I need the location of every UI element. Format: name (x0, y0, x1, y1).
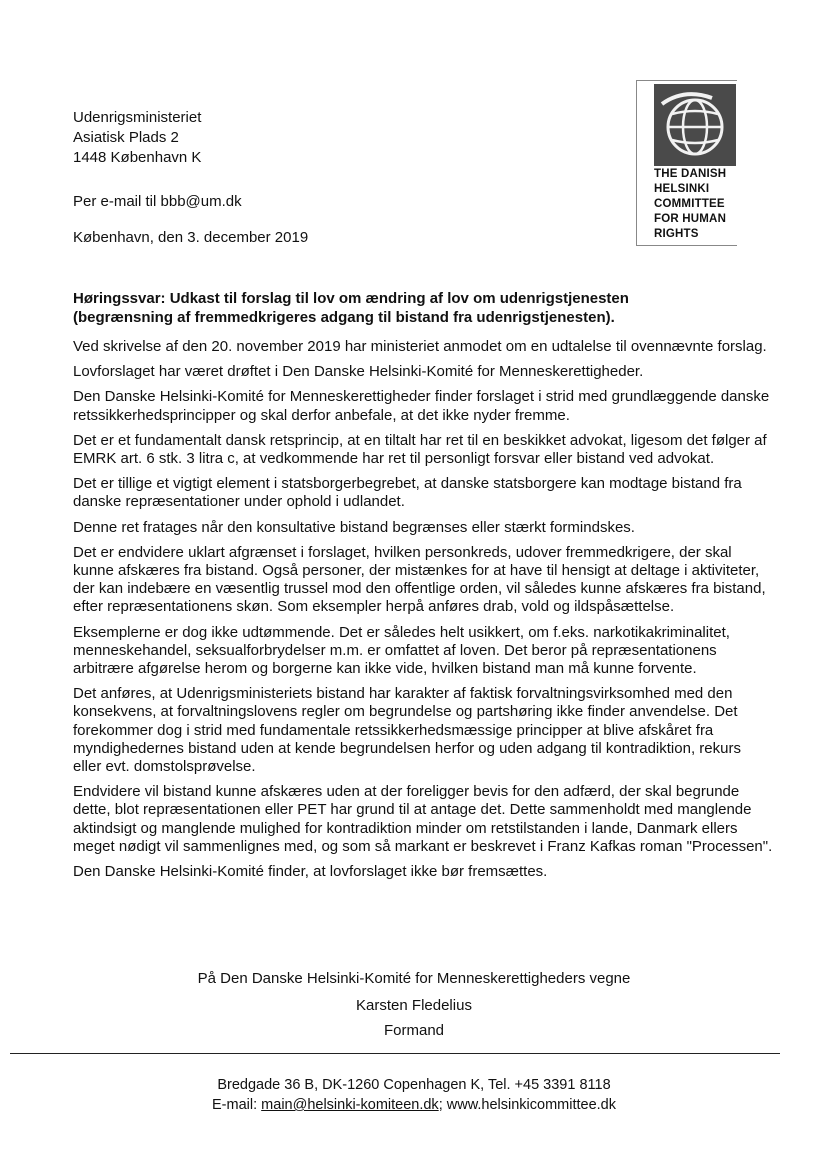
signatory-name: Karsten Fledelius (356, 997, 472, 1014)
delivery-note: Per e-mail til bbb@um.dk (73, 193, 242, 210)
footer-email-prefix: E-mail: (212, 1097, 262, 1113)
letter-body (73, 338, 773, 888)
logo-text-line: HELSINKI (654, 183, 710, 195)
body-paragraph: Endvidere vil bistand kunne afskæres uden at der foreligger bevis for den adfærd, der skal begrunde dette, blot repræsentationen eller PET har grund til at antage det. Dette sammenholdt med manglende aktindsigt og manglende mulighed for kontradiktion minder om retstilstanden i lande, Danmark ellers meget nødigt vil sammenlignes med, og som så markant er beskrevet i Franz Kafkas roman "Processen". (73, 783, 773, 855)
body-paragraph: Det er endvidere uklart afgrænset i forslaget, hvilken personkreds, udover fremmedkrigere, der skal kunne afskæres fra bistand. Også personer, der mistænkes for at have til hensigt at deltage i aktiviteter, der kan indebære en væsentlig trussel mod den offentlige orden, vil således kunne afskæres fra bistand, efter repræsentationens skøn. Som eksempler herpå anføres drab, vold og ildspåsættelse. (73, 543, 766, 616)
body-paragraph: Lovforslaget har været drøftet i Den Danske Helsinki-Komité for Menneskerettigheder. (73, 363, 644, 381)
footer-divider (10, 1053, 780, 1054)
body-paragraph: Det er et fundamentalt dansk retsprincip, at en tiltalt har ret til en beskikket advokat, ligesom det følger af EMRK art. 6 stk. 3 litra c, at vedkommende har ret til personligt forsvar eller bistand ved advokat. (73, 431, 767, 468)
footer-email-link[interactable]: main@helsinki-komiteen.dk (261, 1097, 439, 1113)
body-paragraph: Ved skrivelse af den 20. november 2019 har ministeriet anmodet om en udtalelse til ovennævnte forslag. (73, 338, 767, 355)
logo-text-line: THE DANISH (654, 168, 727, 180)
subject-line: (begrænsning af fremmedkrigeres adgang til bistand fra udenrigstjenesten). (73, 309, 615, 326)
globe-logo-icon (654, 84, 736, 166)
body-paragraph: Den Danske Helsinki-Komité for Menneskerettigheder finder forslaget i strid med grundlæggende danske retssikkerhedsprincipper og skal derfor anbefale, at det ikke nyder fremme. (73, 388, 770, 424)
recipient-line: Udenrigsministeriet (73, 109, 202, 126)
organization-logo-text (654, 167, 744, 242)
recipient-line: Asiatisk Plads 2 (73, 129, 179, 146)
body-paragraph: Den Danske Helsinki-Komité finder, at lovforslaget ikke bør fremsættes. (73, 863, 548, 881)
logo-text-line: COMMITTEE (654, 198, 725, 210)
letter-date: København, den 3. december 2019 (73, 229, 309, 246)
on-behalf-line: På Den Danske Helsinki-Komité for Menneskerettigheders vegne (197, 970, 631, 987)
subject-heading (73, 289, 753, 327)
footer-address: Bredgade 36 B, DK-1260 Copenhagen K, Tel. +45 3391 8118 (217, 1077, 611, 1093)
body-paragraph: Denne ret fratages når den konsultative bistand begrænses eller stærkt formindskes. (73, 518, 635, 536)
signatory-title: Formand (383, 1022, 445, 1039)
body-paragraph: Det anføres, at Udenrigsministeriets bistand har karakter af faktisk forvaltningsvirksomhed med den konsekvens, at forvaltningslovens regler om begrundelse og partshøring ikke finder anvendelse. Det forekommer dog i strid med fundamentale retssikkerhedsmæssige principper at blive afskåret fra myndighedernes bistand uden at kende begrundelsen herfor og uden adgang til kontradiktion, rekurs eller evt. domstolsprøvelse. (73, 685, 741, 776)
footer-separator: ; (438, 1097, 447, 1113)
subject-line: Høringssvar: Udkast til forslag til lov om ændring af lov om udenrigstjenesten (73, 290, 629, 307)
recipient-line: 1448 København K (73, 149, 202, 166)
body-paragraph: Det er tillige et vigtigt element i statsborgerbegrebet, at danske statsborgere kan modtage bistand fra danske repræsentationer under ophold i udlandet. (73, 475, 742, 511)
logo-text-line: FOR HUMAN (654, 213, 727, 225)
recipient-address (73, 108, 201, 168)
body-paragraph: Eksemplerne er dog ikke udtømmende. Det er således helt usikkert, om f.eks. narkotikakriminalitet, menneskehandel, seksualforbrydelser m.m. er omfattet af loven. Det beror på repræsentationens arbitrære afgørelse herom og borgerne kan ikke vide, hvilken bistand man må kunne forvente. (73, 623, 730, 678)
footer-website: www.helsinkicommittee.dk (446, 1097, 616, 1113)
logo-text-line: RIGHTS (654, 228, 699, 240)
footer-contact (0, 1097, 828, 1113)
